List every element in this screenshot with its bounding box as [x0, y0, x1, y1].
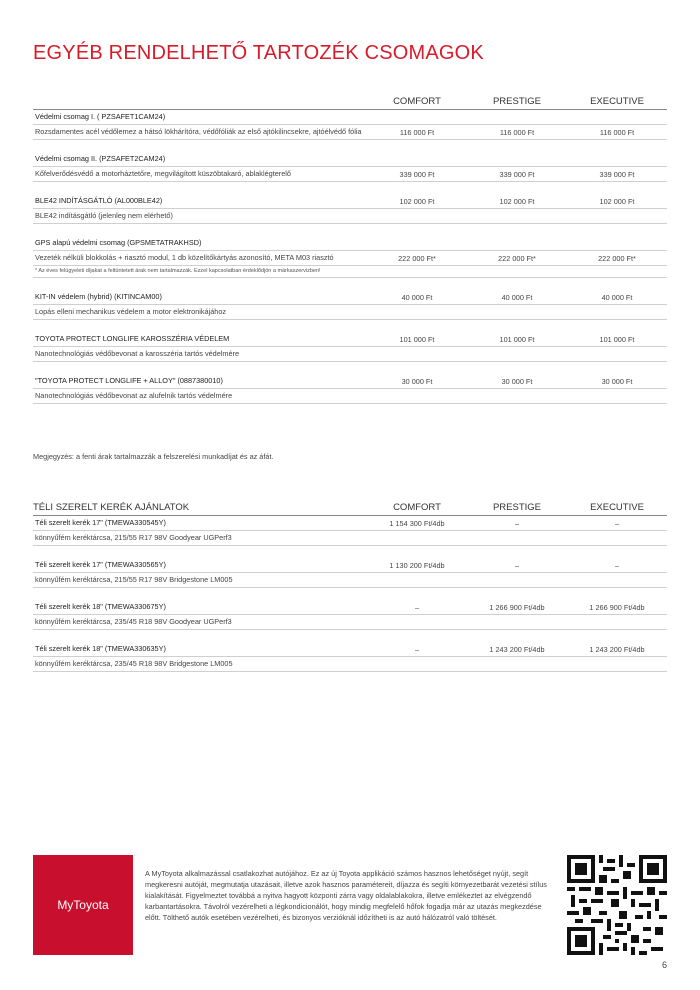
item-description: Lopás elleni mechanikus védelem a motor elektronikájához	[35, 307, 227, 316]
price-comfort: 116 000 Ft	[399, 127, 435, 137]
group-desc-row	[33, 615, 667, 630]
price-comfort: –	[414, 644, 420, 654]
price-executive: 116 000 Ft	[599, 127, 635, 137]
group-title-row	[33, 110, 667, 125]
group-title-row	[33, 558, 667, 573]
group-title-row	[33, 236, 667, 251]
price-comfort: 339 000 Ft	[399, 169, 435, 179]
group-spacer	[33, 362, 667, 374]
group-spacer	[33, 224, 667, 236]
group-title-row	[33, 332, 667, 347]
group-desc-row	[33, 347, 667, 362]
group-desc-row	[33, 573, 667, 588]
price-executive: –	[614, 560, 620, 570]
price-prestige: 40 000 Ft	[501, 292, 533, 302]
group-title-row	[33, 516, 667, 531]
header-prestige: PRESTIGE	[492, 96, 542, 107]
price-executive: 30 000 Ft	[601, 376, 633, 386]
winter-wheels-table	[33, 498, 667, 672]
accessory-group	[33, 140, 667, 182]
group-title-row	[33, 600, 667, 615]
price-executive: 222 000 Ft*	[598, 253, 636, 263]
page-title: EGYÉB RENDELHETŐ TARTOZÉK CSOMAGOK	[33, 42, 484, 64]
item-description: Nanotechnológiás védőbevonat az alufelnik tartós védelmére	[35, 391, 233, 400]
accessory-packages-table	[33, 92, 667, 404]
price-prestige: 1 266 900 Ft/4db	[489, 602, 545, 612]
price-comfort: 1 130 200 Ft/4db	[389, 560, 445, 570]
group-spacer	[33, 182, 667, 194]
group-title-row	[33, 194, 667, 209]
item-description: Kőfelverődésvédő a motorháztetőre, megvilágított küszöbtakaró, ablaklégterelő	[35, 169, 291, 178]
group-desc-row	[33, 531, 667, 546]
item-description: Vezeték nélküli blokkolás + riasztó modul, 1 db közelítőkártyás azonosító, META M03 riasztó	[35, 253, 334, 262]
price-executive: –	[614, 518, 620, 528]
wheel-offer-group	[33, 630, 667, 672]
price-executive: 40 000 Ft	[601, 292, 633, 302]
accessory-group	[33, 110, 667, 140]
group-spacer	[33, 140, 667, 152]
price-executive: 102 000 Ft	[599, 196, 635, 206]
item-description: könnyűfém keréktárcsa, 235/45 R18 98V Goodyear UGPerf3	[35, 617, 232, 626]
price-prestige: 30 000 Ft	[501, 376, 533, 386]
header-comfort: COMFORT	[393, 96, 441, 107]
price-executive: 1 243 200 Ft/4db	[589, 644, 645, 654]
item-title: Téli szerelt kerék 17" (TMEWA330565Y)	[35, 560, 166, 569]
price-prestige: 222 000 Ft*	[498, 253, 536, 263]
group-note: * Az éves felügyeleti díjakat a feltüntetett árak nem tartalmazzák. Ezzel kapcsolatban érdeklődjön a márkaszervizben!	[33, 266, 667, 278]
group-title-row	[33, 290, 667, 305]
group-desc-row	[33, 389, 667, 404]
item-title: Téli szerelt kerék 18" (TMEWA330675Y)	[35, 602, 166, 611]
group-desc-row	[33, 305, 667, 320]
price-prestige: 101 000 Ft	[499, 334, 535, 344]
price-prestige: –	[514, 518, 520, 528]
price-prestige: 102 000 Ft	[499, 196, 535, 206]
mytoyota-description: A MyToyota alkalmazással csatlakozhat autójához. Ez az új Toyota applikáció számos hasznos lehetőséget nyújt, segít megkeresni autóját, megmutatja utazásait, illetve azok hasznos paramétereit, díjazza és segíti környezetbarát vezetési stílus kialakítását. Figyelmeztet továbbá a nyitva hagyott központi zárra vagy oldalablakokra, illetve emlékeztet az elvégzendő karbantartásokra. Távolról vezérelheti a légkondicionálót, hogy mindig megfelelő hőfok fogadja már az utazás megkezdése előtt. Tölthető autók esetében vezérelheti, és bizonyos verzióknál időzítheti is az autó hálózatról való töltését.	[145, 869, 547, 922]
price-prestige: –	[514, 560, 520, 570]
group-spacer	[33, 278, 667, 290]
wheel-offer-group	[33, 546, 667, 588]
accessory-group	[33, 278, 667, 320]
table-header	[33, 498, 667, 516]
item-title: KIT-IN védelem (hybrid) (KITINCAM00)	[35, 292, 162, 301]
item-title: "TOYOTA PROTECT LONGLIFE + ALLOY" (0887380010)	[35, 376, 223, 385]
group-title-row	[33, 642, 667, 657]
footnote: Megjegyzés: a fenti árak tartalmazzák a felszerelési munkadíjat és az áfát.	[33, 452, 274, 461]
item-description: BLE42 indításgátló (jelenleg nem elérhető)	[35, 211, 173, 220]
header-prestige: PRESTIGE	[492, 502, 542, 513]
price-comfort: 1 154 300 Ft/4db	[389, 518, 445, 528]
price-prestige: 339 000 Ft	[499, 169, 535, 179]
price-comfort: 30 000 Ft	[401, 376, 433, 386]
table-header	[33, 92, 667, 110]
price-comfort: 222 000 Ft*	[398, 253, 436, 263]
price-comfort: –	[414, 602, 420, 612]
wheel-offer-group	[33, 588, 667, 630]
group-spacer	[33, 546, 667, 558]
price-prestige: 1 243 200 Ft/4db	[489, 644, 545, 654]
item-title: Védelmi csomag I. ( PZSAFET1CAM24)	[35, 112, 166, 121]
group-title-row	[33, 152, 667, 167]
group-desc-row	[33, 251, 667, 266]
item-description: könnyűfém keréktárcsa, 215/55 R17 98V Goodyear UGPerf3	[35, 533, 232, 542]
item-title: GPS alapú védelmi csomag (GPSMETATRAKHSD)	[35, 238, 202, 247]
item-description: Nanotechnológiás védőbevonat a karosszéria tartós védelmére	[35, 349, 240, 358]
group-spacer	[33, 588, 667, 600]
group-spacer	[33, 320, 667, 332]
header-title: TÉLI SZERELT KERÉK AJÁNLATOK	[33, 502, 190, 513]
item-title: Téli szerelt kerék 17" (TMEWA330545Y)	[35, 518, 166, 527]
wheel-offer-group	[33, 516, 667, 546]
accessory-group	[33, 182, 667, 224]
page-number: 6	[661, 960, 667, 970]
accessory-group	[33, 224, 667, 278]
header-comfort: COMFORT	[393, 502, 441, 513]
group-desc-row	[33, 657, 667, 672]
group-spacer	[33, 630, 667, 642]
group-desc-row	[33, 209, 667, 224]
header-executive: EXECUTIVE	[590, 502, 644, 513]
accessory-group	[33, 362, 667, 404]
item-description: Rozsdamentes acél védőlemez a hátsó lökhárítóra, védőfóliák az első ajtókilincsekre, ajtóélvédő fólia	[35, 127, 362, 136]
price-comfort: 101 000 Ft	[399, 334, 435, 344]
item-title: Védelmi csomag II. (PZSAFET2CAM24)	[35, 154, 166, 163]
price-prestige: 116 000 Ft	[499, 127, 535, 137]
item-title: BLE42 INDÍTÁSGÁTLÓ (AL000BLE42)	[35, 196, 163, 205]
group-desc-row	[33, 125, 667, 140]
group-title-row	[33, 374, 667, 389]
price-executive: 339 000 Ft	[599, 169, 635, 179]
item-title: TOYOTA PROTECT LONGLIFE KAROSSZÉRIA VÉDELEM	[35, 334, 230, 343]
mytoyota-logo-box	[33, 855, 133, 955]
header-executive: EXECUTIVE	[590, 96, 644, 107]
item-description: könnyűfém keréktárcsa, 235/45 R18 98V Bridgestone LM005	[35, 659, 233, 668]
group-desc-row	[33, 167, 667, 182]
price-executive: 101 000 Ft	[599, 334, 635, 344]
qr-code-icon[interactable]	[567, 855, 667, 955]
item-title: Téli szerelt kerék 18" (TMEWA330635Y)	[35, 644, 166, 653]
price-executive: 1 266 900 Ft/4db	[589, 602, 645, 612]
mytoyota-label: MyToyota	[57, 898, 109, 912]
accessory-group	[33, 320, 667, 362]
item-description: könnyűfém keréktárcsa, 215/55 R17 98V Bridgestone LM005	[35, 575, 233, 584]
price-comfort: 102 000 Ft	[399, 196, 435, 206]
price-comfort: 40 000 Ft	[401, 292, 433, 302]
